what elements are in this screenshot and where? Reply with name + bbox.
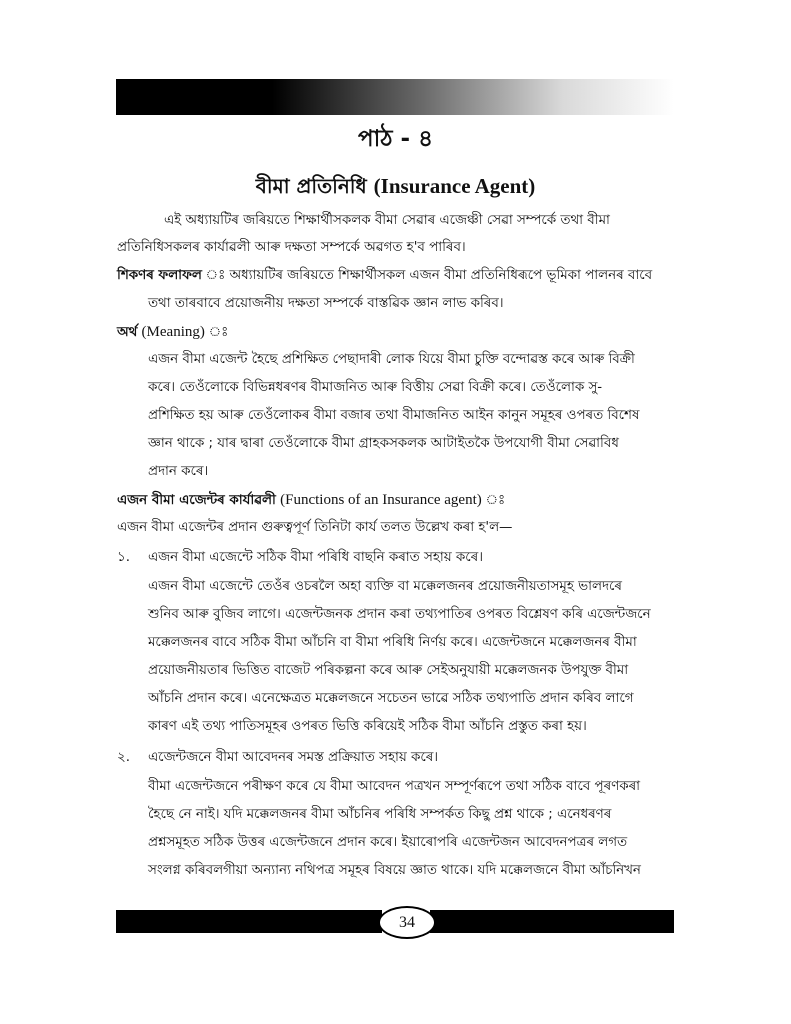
list-item-number: ১. <box>117 550 130 565</box>
list-item-heading: এজন বীমা এজেন্টে সঠিক বীমা পৰিধি বাছনি কৰাত সহায় কৰে। <box>148 550 483 565</box>
list-item-number: ২. <box>117 750 130 765</box>
list-item-line: কাৰণ এই তথ্য পাতিসমূহৰ ওপৰত ভিত্তি কৰিয়েই সঠিক বীমা আঁচনি প্ৰস্তুত কৰা হয়। <box>148 719 587 734</box>
learning-outcome-line <box>117 266 652 286</box>
chapter-title-assamese: বীমা প্ৰতিনিধি <box>255 174 367 198</box>
meaning-label-english: (Meaning) <box>141 324 205 340</box>
list-item-line: প্ৰয়োজনীয়তাৰ ভিত্তিত বাজেট পৰিকল্পনা কৰে আৰু সেইঅনুযায়ী মক্কেলজনক উপযুক্ত বীমা <box>148 663 629 678</box>
functions-label: এজন বীমা এজেন্টৰ কাৰ্যাৱলী <box>117 493 276 508</box>
meaning-line: প্ৰশিক্ষিত হয় আৰু তেওঁলোকৰ বীমা বজাৰ তথা বীমাজনিত আইন কানুন সমূহৰ ওপৰত বিশেষ <box>148 408 640 423</box>
meaning-line: এজন বীমা এজেন্ট হৈছে প্ৰশিক্ষিত পেছাদাৰী লোক যিয়ে বীমা চুক্তি বন্দোৱস্ত কৰে আৰু বিক্ৰী <box>148 352 635 367</box>
intro-line: প্ৰতিনিধিসকলৰ কাৰ্যাৱলী আৰু দক্ষতা সম্পৰ্কে অৱগত হ'ব পাৰিব। <box>117 240 466 255</box>
functions-intro: এজন বীমা এজেন্টৰ প্ৰদান গুৰুত্বপূৰ্ণ তিনিটা কাৰ্য তলত উল্লেখ কৰা হ'ল— <box>117 520 513 535</box>
meaning-label: অৰ্থ <box>117 325 138 340</box>
list-item-line: আঁচনি প্ৰদান কৰে। এনেক্ষেত্ৰত মক্কেলজনে সচেতন ভাৱে সঠিক তথ্যপাতি প্ৰদান কৰিব লাগে <box>148 691 634 706</box>
chapter-title <box>0 172 791 200</box>
chapter-title-english: (Insurance Agent) <box>373 174 536 198</box>
list-item-line: প্ৰশ্নসমূহত সঠিক উত্তৰ এজেন্টজনে প্ৰদান কৰে। ইয়াৰোপৰি এজেন্টজন আবেদনপত্ৰৰ লগত <box>148 835 628 850</box>
meaning-line: কৰে। তেওঁলোকে বিভিন্নধৰণৰ বীমাজনিত আৰু বিত্তীয় সেৱা বিক্ৰী কৰে। তেওঁলোক সু- <box>148 380 603 395</box>
page-number: 34 <box>378 906 436 939</box>
learning-outcome-text: ঃ অধ্যায়টিৰ জৰিয়তে শিক্ষাৰ্থীসকল এজন বীমা প্ৰতিনিধিৰূপে ভূমিকা পালনৰ বাবে <box>225 268 653 283</box>
meaning-line: প্ৰদান কৰে। <box>148 464 209 479</box>
header-gradient-bar <box>116 79 674 115</box>
footer-bar-right <box>430 910 674 933</box>
intro-line: এই অধ্যায়টিৰ জৰিয়তে শিক্ষাৰ্থীসকলক বীমা সেৱাৰ এজেঞ্চী সেৱা সম্পৰ্কে তথা বীমা <box>164 213 610 228</box>
list-item-line: শুনিব আৰু বুজিব লাগে। এজেন্টজনক প্ৰদান কৰা তথ্যপাতিৰ ওপৰত বিশ্লেষণ কৰি এজেন্টজনে <box>148 607 651 622</box>
list-item-heading: এজেন্টজনে বীমা আবেদনৰ সমস্ত প্ৰক্ৰিয়াত সহায় কৰে। <box>148 750 439 765</box>
list-item-line: সংলগ্ন কৰিবলগীয়া অন্যান্য নথিপত্ৰ সমূহৰ বিষয়ে জ্ঞাত থাকে। যদি মক্কেলজনে বীমা আঁচনিখন <box>148 863 641 878</box>
meaning-heading <box>117 322 228 343</box>
list-item-line: বীমা এজেন্টজনে পৰীক্ষণ কৰে যে বীমা আবেদন পত্ৰখন সম্পূৰ্ণৰূপে তথা সঠিক বাবে পূৰণকৰা <box>148 779 641 794</box>
learning-outcome-label: শিকণৰ ফলাফল <box>117 268 202 283</box>
list-item-line: এজন বীমা এজেন্টে তেওঁৰ ওচৰলৈ অহা ব্যক্তি বা মক্কেলজনৰ প্ৰয়োজনীয়তাসমূহ ভালদৰে <box>148 579 622 594</box>
meaning-line: জ্ঞান থাকে ; যাৰ দ্বাৰা তেওঁলোকে বীমা গ্ৰাহকসকলক আটাইতকৈ উপযোগী বীমা সেৱাবিধ <box>148 436 619 451</box>
functions-label-english: (Functions of an Insurance agent) <box>280 492 482 508</box>
footer-bar-left <box>116 910 382 933</box>
chapter-number: পাঠ - ৪ <box>357 126 434 152</box>
learning-outcome-line: তথা তাৰবাবে প্ৰয়োজনীয় দক্ষতা সম্পৰ্কে বাস্তৱিক জ্ঞান লাভ কৰিব। <box>148 296 504 311</box>
list-item-line: মক্কেলজনৰ বাবে সঠিক বীমা আঁচনি বা বীমা পৰিধি নিৰ্ণয় কৰে। এজেন্টজনে মক্কেলজনৰ বীমা <box>148 635 637 650</box>
list-item-line: হৈছে নে নাই। যদি মক্কেলজনৰ বীমা আঁচনিৰ পৰিধি সম্পৰ্কত কিছু প্ৰশ্ন থাকে ; এনেধৰণৰ <box>148 807 612 822</box>
functions-heading <box>117 490 505 511</box>
